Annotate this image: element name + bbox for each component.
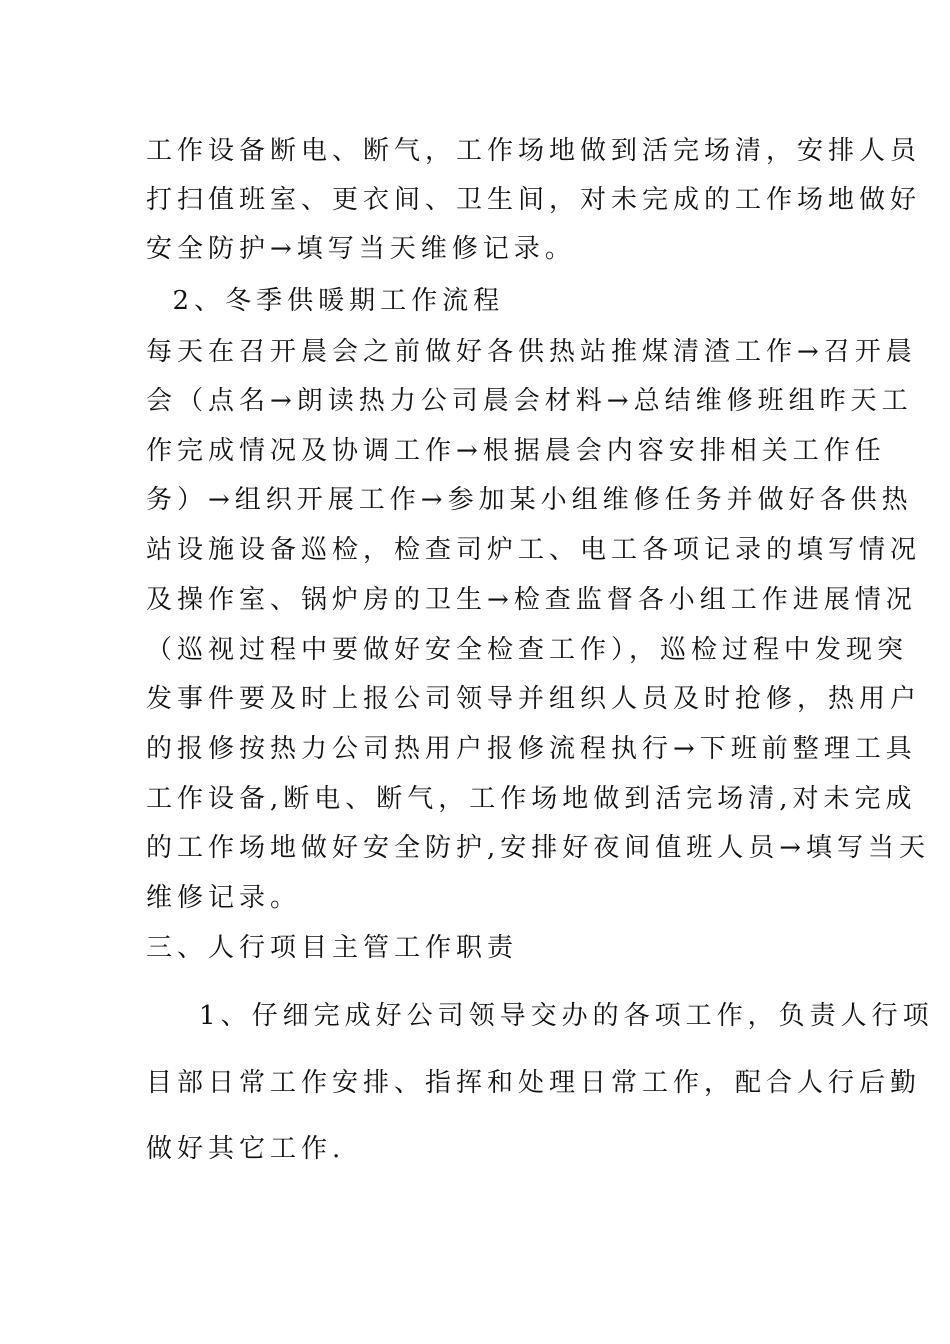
text-line: 目部日常工作安排、指挥和处理日常工作，配合人行后勤	[146, 1068, 922, 1098]
text-line: 务）→组织开展工作→参加某小组维修任务并做好各供热	[146, 485, 913, 515]
text-line: 安全防护→填写当天维修记录。	[146, 234, 576, 264]
text-line: 发事件要及时上报公司领导并组织人员及时抢修，热用户	[146, 684, 922, 714]
section-heading: 2、冬季供暖期工作流程	[146, 286, 505, 316]
text-line: 每天在召开晨会之前做好各供热站推煤清渣工作→召开晨	[146, 337, 917, 367]
text-line: 站设施设备巡检，检查司炉工、电工各项记录的填写情况	[146, 535, 922, 565]
text-line: 会（点名→朗读热力公司晨会材料→总结维修班组昨天工	[146, 386, 913, 416]
text-line: 做好其它工作.	[146, 1134, 346, 1164]
text-line: 1、仔细完成好公司领导交办的各项工作，负责人行项	[146, 1001, 934, 1031]
section-heading: 三、人行项目主管工作职责	[146, 933, 519, 963]
text-line: 作完成情况及协调工作→根据晨会内容安排相关工作任	[146, 436, 886, 466]
text-line: （巡视过程中要做好安全检查工作），巡检过程中发现突	[146, 635, 909, 665]
text-line: 及操作室、锅炉房的卫生→检查监督各小组工作进展情况	[146, 585, 917, 615]
text-line: 的报修按热力公司热用户报修流程执行→下班前整理工具	[146, 734, 917, 764]
text-line: 的工作场地做好安全防护,安排好夜间值班人员→填写当天	[146, 833, 931, 863]
text-line: 维修记录。	[146, 883, 302, 913]
text-line: 工作设备,断电、断气，工作场地做到活完场清,对未完成	[146, 784, 917, 814]
text-line: 工作设备断电、断气，工作场地做到活完场清，安排人员	[146, 136, 922, 166]
text-line: 打扫值班室、更衣间、卫生间，对未完成的工作场地做好	[146, 185, 922, 215]
